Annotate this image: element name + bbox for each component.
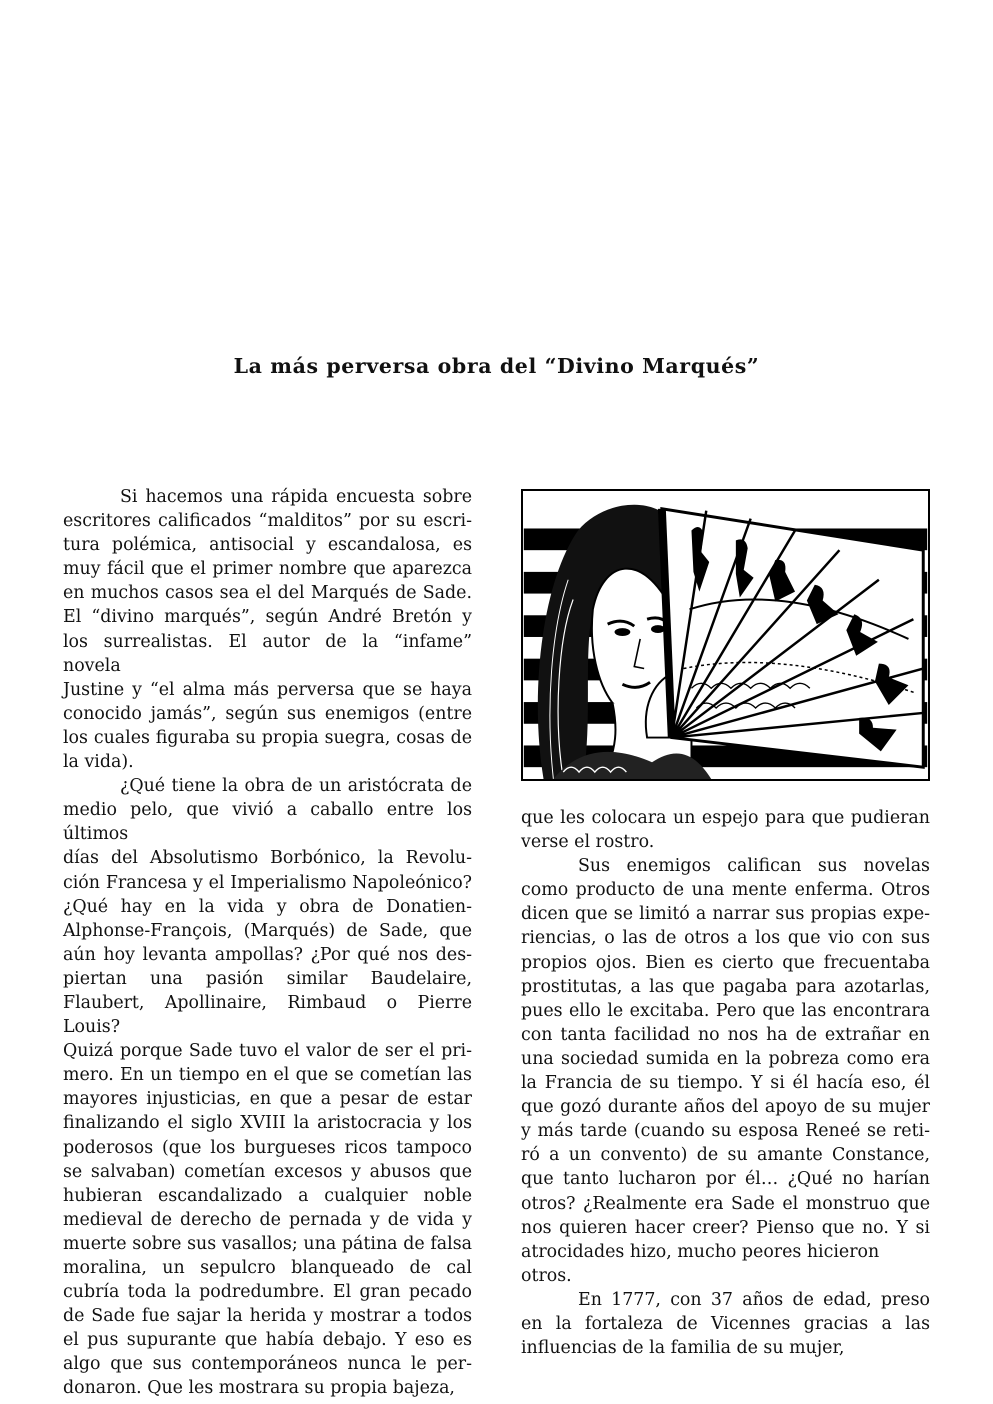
text-line: prostitutas, a las que pagaba para azotarlas,: [521, 976, 930, 997]
text-line: la vida).: [63, 752, 134, 773]
left-text-column: [63, 485, 472, 1401]
text-line: Flaubert, Apollinaire, Rimbaud o Pierre Louis?: [63, 992, 472, 1038]
paragraph: [63, 485, 472, 774]
text-line: algo que sus contemporáneos nunca le per-: [63, 1354, 472, 1375]
text-line: el pus supurante que había debajo. Y eso es: [63, 1330, 472, 1351]
text-line: ¿Qué tiene la obra de un aristócrata de: [120, 776, 472, 797]
text-line: pues ello le excitaba. Pero que las encontrara: [521, 1000, 930, 1021]
text-line: otros? ¿Realmente era Sade el monstruo que: [521, 1193, 930, 1214]
text-line: ¿Qué hay en la vida y obra de Donatien-: [63, 896, 472, 917]
text-line: Si hacemos una rápida encuesta sobre: [120, 487, 472, 507]
text-line: conocido jamás”, según sus enemigos (entre: [63, 703, 472, 724]
text-line: los surrealistas. El autor de la “infame” novela: [63, 631, 472, 676]
text-line: se salvaban) cometían excesos y abusos que: [63, 1161, 472, 1182]
text-line: los cuales figuraba su propia suegra, cosas de: [63, 727, 472, 748]
text-line: mayores injusticias, en que a pesar de estar: [63, 1089, 472, 1110]
text-line: Quizá porque Sade tuvo el valor de ser el pri-: [63, 1041, 472, 1062]
text-line: nos quieren hacer creer? Pienso que no. Y si: [521, 1217, 930, 1238]
text-line: poderosos (que los burgueses ricos tampoco: [63, 1137, 472, 1158]
text-line: riencias, o las de otros a los que vio con sus: [521, 928, 930, 949]
page-title: La más perversa obra del “Divino Marqués”: [233, 354, 760, 378]
ink-drawing: [523, 491, 928, 779]
text-line: Alphonse-François, (Marqués) de Sade, que: [63, 920, 472, 941]
text-line: piertan una pasión similar Baudelaire,: [63, 968, 472, 989]
text-line: como producto de una mente enferma. Otros: [521, 880, 930, 901]
text-line: medio pelo, que vivió a caballo entre los últimos: [63, 800, 472, 845]
paragraph: [521, 1288, 930, 1360]
text-line: y más tarde (cuando su esposa Reneé se reti-: [521, 1121, 930, 1142]
text-line: en la fortaleza de Vicennes gracias a las: [521, 1313, 930, 1334]
text-line: días del Absolutismo Borbónico, la Revolu-: [63, 848, 472, 869]
text-line: medieval de derecho de pernada y de vida y: [63, 1209, 472, 1230]
text-line: moralina, un sepulcro blanqueado de cal: [63, 1258, 472, 1278]
text-line: mero. En un tiempo en el que se cometían las: [63, 1065, 472, 1086]
text-line: escritores calificados “malditos” por su escri-: [63, 511, 472, 532]
text-line: atrocidades hizo, mucho peores hicieron otros.: [521, 1241, 880, 1286]
text-line: El “divino marqués”, según André Bretón y: [63, 607, 472, 628]
text-line: tura polémica, antisocial y escandalosa, es: [63, 535, 472, 556]
text-line: Justine y “el alma más perversa que se haya: [63, 679, 472, 700]
text-line: que les colocara un espejo para que pudieran: [521, 808, 930, 828]
right-text-column: [521, 806, 930, 1360]
text-line: de Sade fue sajar la herida y mostrar a todos: [63, 1306, 472, 1327]
text-line: que gozó durante años del apoyo de su mujer: [521, 1097, 930, 1118]
text-line: En 1777, con 37 años de edad, preso: [578, 1289, 930, 1310]
text-line: hubieran escandalizado a cualquier noble: [63, 1185, 472, 1206]
text-line: ró a un convento) de su amante Constance,: [521, 1145, 930, 1166]
text-line: verse el rostro.: [521, 832, 655, 853]
text-line: que tanto lucharon por él… ¿Qué no harían: [521, 1169, 930, 1190]
paragraph: [63, 774, 472, 1400]
paragraph: [521, 806, 930, 854]
text-line: Sus enemigos califican sus novelas: [578, 856, 930, 877]
text-line: aún hoy levanta ampollas? ¿Por qué nos des-: [63, 944, 472, 965]
text-line: dicen que se limitó a narrar sus propias expe-: [521, 904, 930, 925]
fan-woman-illustration: [521, 489, 930, 781]
folding-fan: [662, 509, 923, 767]
text-line: propios ojos. Bien es cierto que frecuentaba: [521, 952, 930, 973]
text-line: finalizando el siglo XVIII la aristocracia y los: [63, 1113, 472, 1134]
text-line: muerte sobre sus vasallos; una pátina de falsa: [63, 1233, 472, 1254]
text-line: ción Francesa y el Imperialismo Napoleónico?: [63, 872, 472, 893]
text-line: muy fácil que el primer nombre que aparezca: [63, 559, 472, 580]
text-line: una sociedad sumida en la pobreza como era: [521, 1048, 930, 1069]
text-line: donaron. Que les mostrara su propia bajeza,: [63, 1378, 455, 1399]
text-line: cubría toda la podredumbre. El gran pecado: [63, 1282, 472, 1303]
paragraph: [521, 854, 930, 1288]
text-line: influencias de la familia de su mujer,: [521, 1338, 845, 1359]
text-line: en muchos casos sea el del Marqués de Sade.: [63, 583, 472, 604]
text-line: la Francia de su tiempo. Y si él hacía eso, él: [521, 1073, 930, 1094]
text-line: con tanta facilidad no nos ha de extrañar en: [521, 1024, 930, 1045]
